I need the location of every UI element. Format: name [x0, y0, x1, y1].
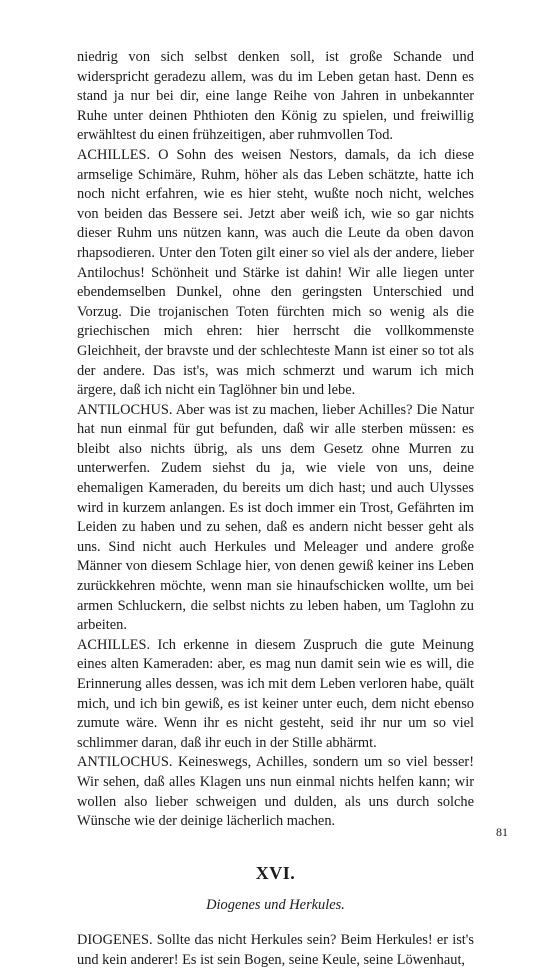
paragraph-antilochus-2: ANTILOCHUS. Keineswegs, Achilles, sondern um so viel besser! Wir sehen, daß alles Klagen uns nun einmal nichts helfen kann; wir wollen also lieber schweigen und dulden, als uns durch solche Wünsche wie der deinige lächerlich machen.	[77, 754, 474, 830]
paragraph-achilles-2: ACHILLES. Ich erkenne in diesem Zuspruch die gute Meinung eines alten Kameraden: aber, es mag nun damit sein wie es will, die Erinnerung alles dessen, was ich mit dem Leben verloren habe, quält mich, und ich bin gewiß, es ist keiner unter euch, dem nicht ebenso zumute wäre. Wenn ihr es nicht gesteht, seid ihr nur um so viel schlimmer daran, daß ihr euch in der Stille abhärmt.	[77, 636, 474, 751]
chapter-title: Diogenes und Herkules.	[206, 896, 345, 913]
paragraph-antilochus-1: ANTILOCHUS. Aber was ist zu machen, lieber Achilles? Die Natur hat nun einmal für gut befunden, daß wir alle sterben müssen: es bleibt also nichts übrig, als uns dem Gesetz ohne Murren zu unterwerfen. Zudem siehst du ja, wie viele von uns, deine ehemaligen Kameraden, du bereits um dich hast; und auch Ulysses wird in kurzem anlangen. Es ist doch immer ein Trost, Gefährten im Leiden zu haben und zu sehen, daß es andern nicht besser geht als uns. Sind nicht auch Herkules und Meleager und andere große Männer von diesem Schlage hier, von denen gewiß keiner ins Leben zurückkehren möchte, wenn man sie hinaufschicken wollte, um bei armen Schluckern, die selbst nichts zu leben haben, um Taglohn zu arbeiten.	[77, 401, 474, 634]
paragraph-achilles-1: ACHILLES. O Sohn des weisen Nestors, damals, da ich diese armselige Schimäre, Ruhm, höher als das Leben schätzte, hatte ich noch nicht erfahren, wie es hier steht, wußte noch nicht, welches von beiden das Bessere sei. Jetzt aber weiß ich, wie so gar nichts dieser Ruhm uns nützen kann, was auch die Leute da oben davon rhapsodieren. Unter den Toten gilt einer so viel als der andere, lieber Antilochus! Schönheit und Stärke ist dahin! Wir alle liegen unter ebendemselben Dunkel, ohne den geringsten Unterschied und Vorzug. Die trojanischen Toten fürchten mich so wenig als die griechischen mich ehren: hier herrscht die vollkommenste Gleichheit, der bravste und der schlechteste Mann ist einer so tot als der andere. Das ist's, was mich schmerzt und warum ich mich ärgere, daß ich nicht ein Taglöhner bin und lebe.	[77, 146, 474, 399]
page-body	[77, 48, 474, 971]
paragraph-continuation: niedrig von sich selbst denken soll, ist große Schande und widerspricht geradezu allem, was du im Leben getan hast. Denn es stand ja nur bei dir, eine lange Reihe von Jahren in unbekannter Ruhe unter deinen Phthioten den König zu spielen, und freiwillig erwähltest du einen frühzeitigen, aber ruhmvollen Tod.	[77, 49, 474, 144]
paragraph-diogenes: DIOGENES. Sollte das nicht Herkules sein? Beim Herkules! er ist's und kein anderer! Es ist sein Bogen, seine Keule, seine Löwenhaut,	[77, 932, 474, 968]
page-number: 81	[496, 825, 508, 839]
chapter-number: XVI.	[255, 862, 296, 883]
